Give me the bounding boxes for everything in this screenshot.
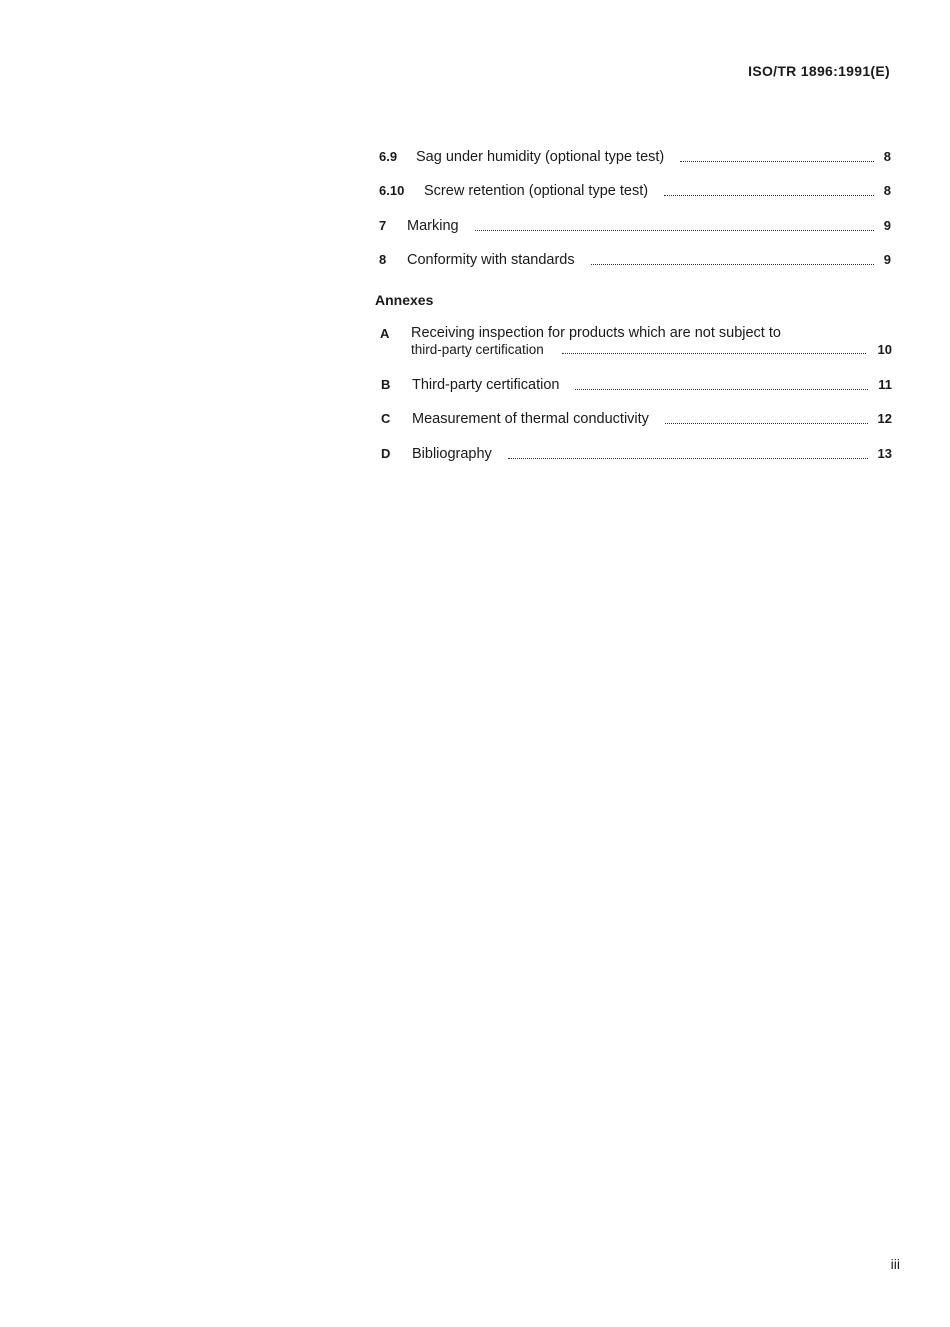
dot-leader (575, 388, 868, 390)
toc-entry[interactable] (379, 148, 891, 166)
toc-entry-title: Marking (407, 218, 459, 234)
annex-letter: A (380, 326, 390, 341)
annex-title-line2-row (411, 341, 892, 358)
toc-entry-number: 8 (379, 252, 387, 267)
dot-leader (664, 194, 874, 196)
toc-entry[interactable] (379, 182, 891, 200)
toc-entry-number: 7 (379, 218, 387, 233)
dot-leader (665, 422, 868, 424)
toc-entry-title: Screw retention (optional type test) (424, 183, 649, 199)
toc-entry[interactable] (379, 251, 891, 269)
dot-leader (562, 352, 866, 354)
toc-entry-page: 9 (883, 218, 891, 233)
dot-leader (591, 263, 874, 265)
dot-leader (680, 160, 874, 162)
toc-entry-number: 6.9 (379, 149, 398, 164)
annex-entry[interactable] (381, 445, 892, 463)
toc-entry-page: 8 (883, 183, 891, 198)
annex-page: 13 (877, 446, 892, 461)
page-number: iii (890, 1256, 900, 1272)
dot-leader (475, 229, 874, 231)
document-reference: ISO/TR 1896:1991(E) (748, 63, 890, 79)
annex-letter: B (381, 377, 391, 392)
annex-entry[interactable] (380, 325, 892, 361)
annex-title-line1: Receiving inspection for products which are not subject to (411, 325, 781, 341)
annex-title-line2: third-party certification (411, 342, 544, 357)
toc-entry-title: Conformity with standards (407, 252, 575, 268)
toc-entry-title: Sag under humidity (optional type test) (416, 149, 665, 165)
annex-title: Third-party certification (412, 377, 560, 393)
annex-entry[interactable] (381, 410, 892, 428)
toc-entry-number: 6.10 (379, 183, 405, 198)
toc-entry-page: 8 (883, 149, 891, 164)
annex-letter: D (381, 446, 391, 461)
annex-letter: C (381, 411, 391, 426)
dot-leader (508, 457, 868, 459)
annex-page: 10 (877, 342, 892, 357)
toc-entry[interactable] (379, 217, 891, 235)
annex-page: 11 (878, 377, 892, 392)
annex-title: Measurement of thermal conductivity (412, 411, 649, 427)
annexes-heading: Annexes (375, 292, 434, 308)
annex-page: 12 (877, 411, 892, 426)
annex-title: Bibliography (412, 446, 492, 462)
toc-entry-page: 9 (883, 252, 891, 267)
annex-entry[interactable] (381, 376, 892, 394)
